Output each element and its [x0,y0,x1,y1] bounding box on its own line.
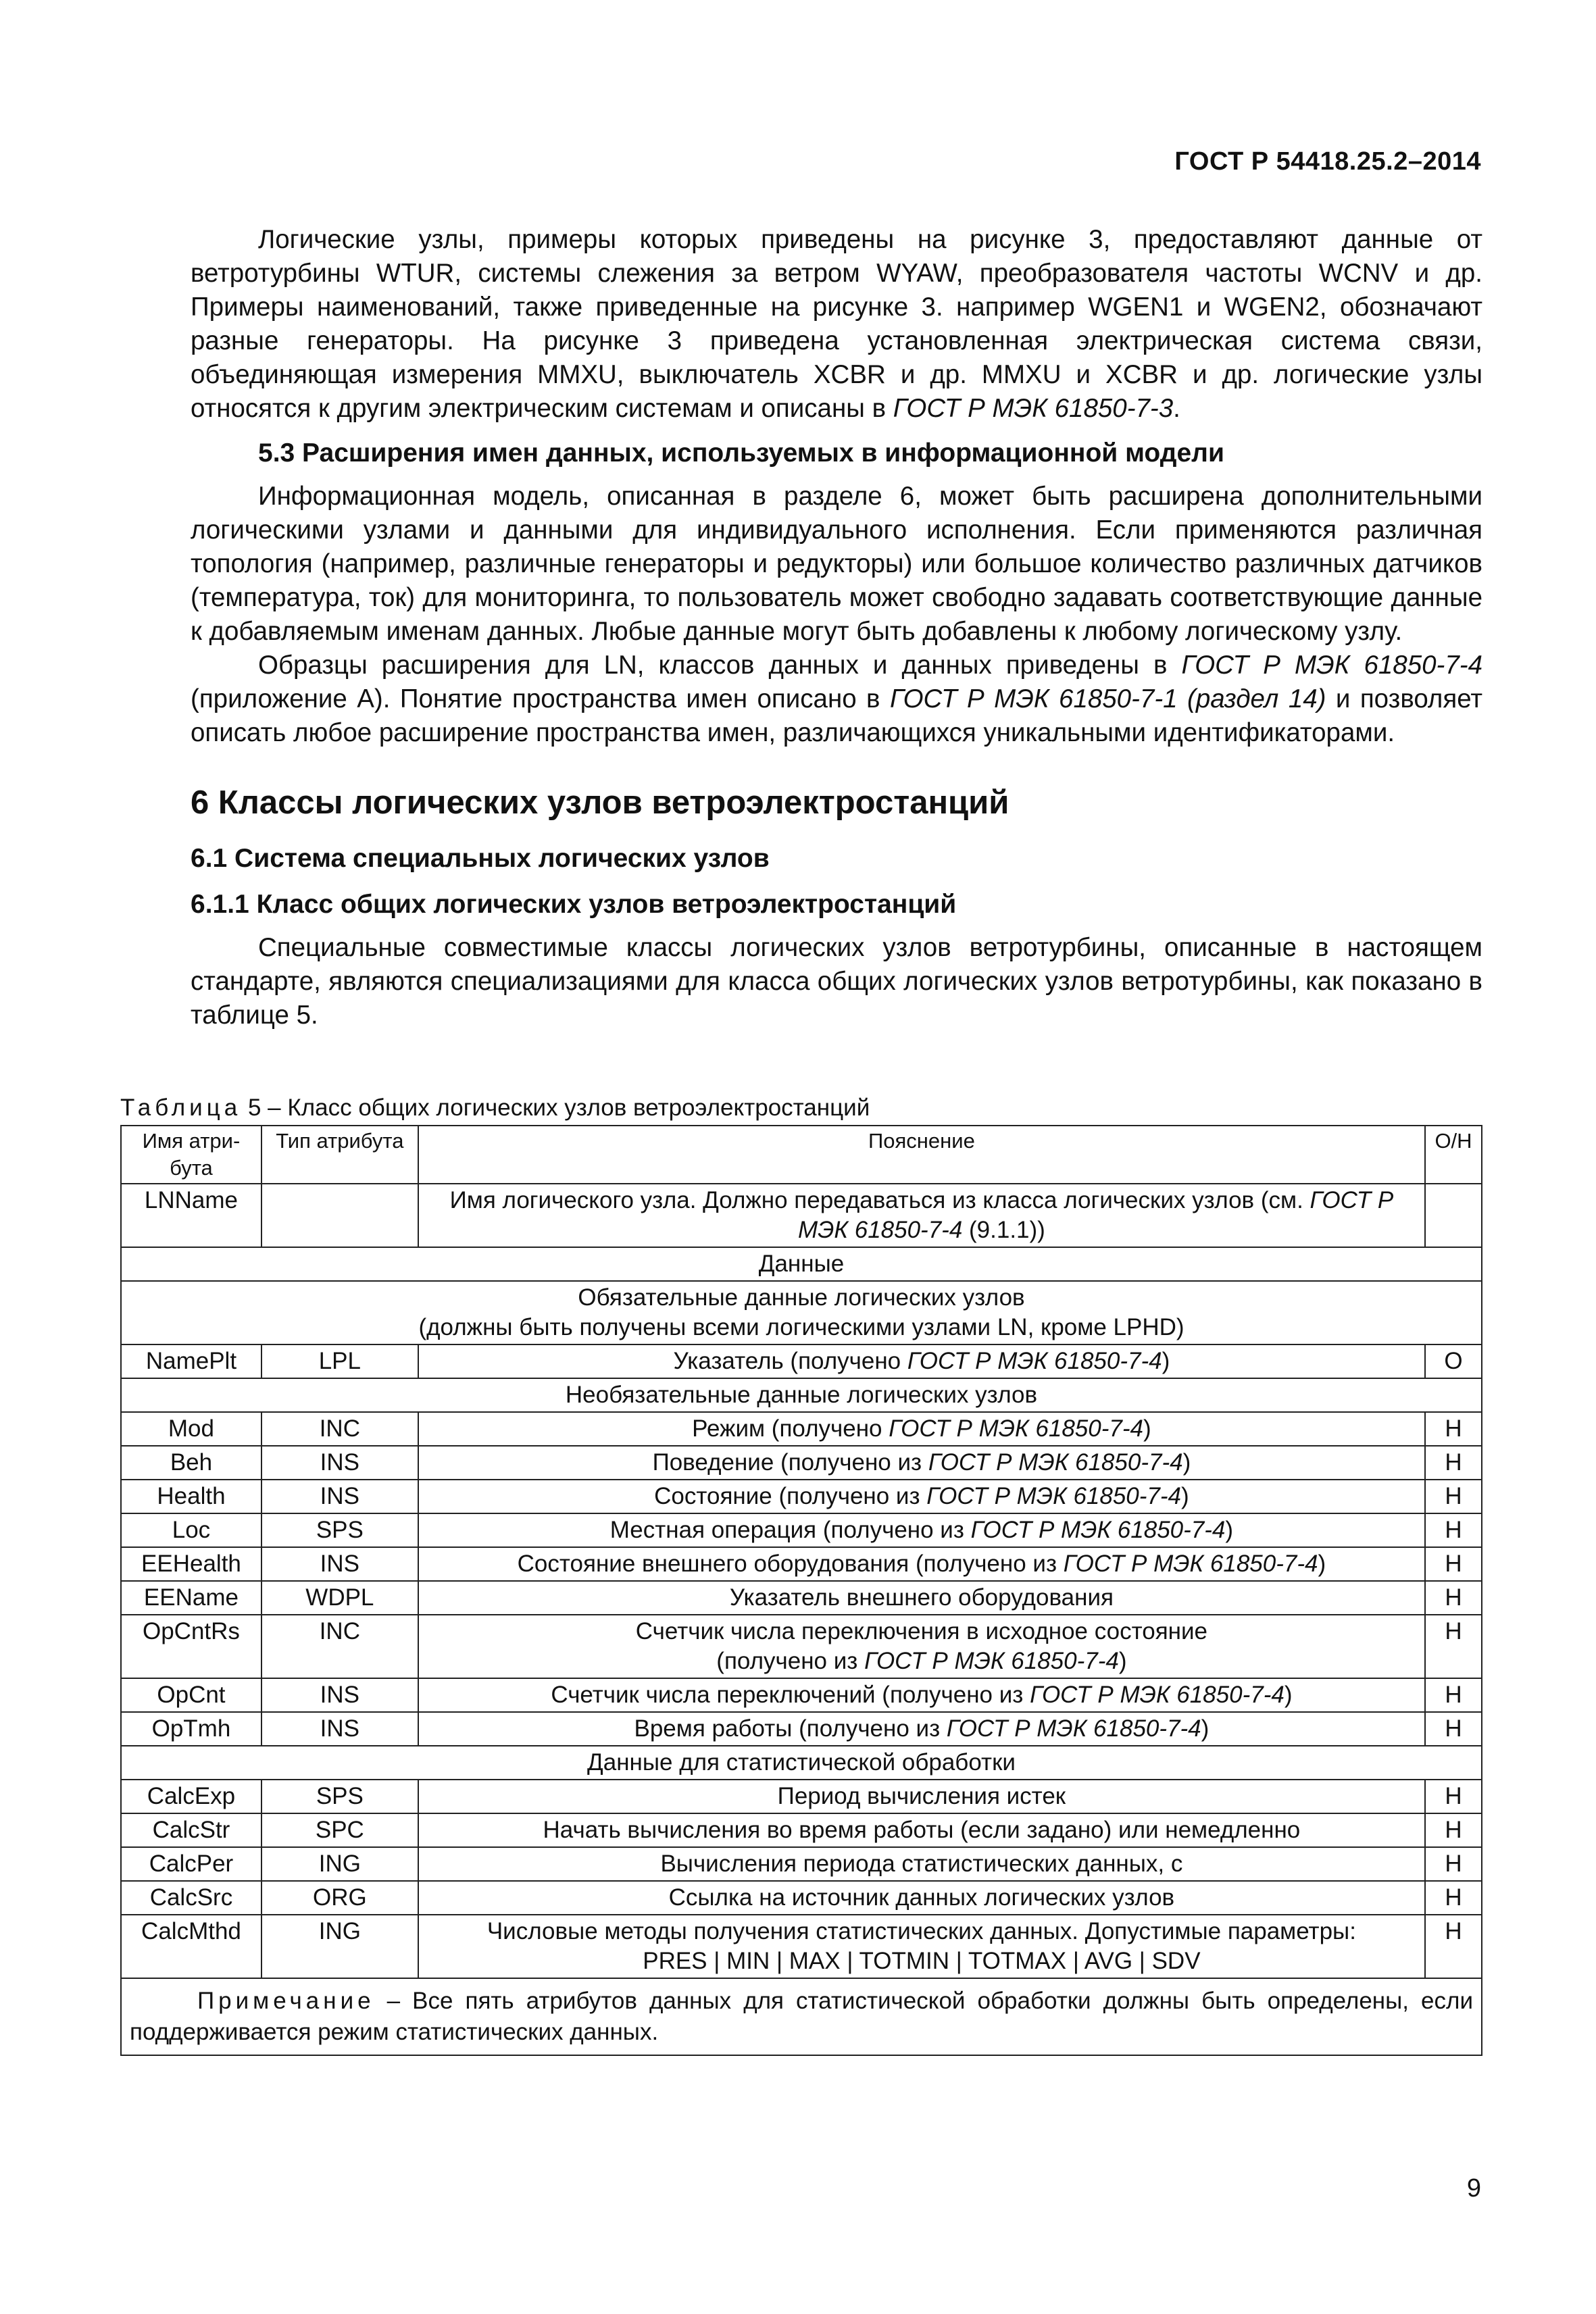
table-row: EEName WDPL Указатель внешнего оборудования Н [121,1581,1482,1615]
paragraph-info-model: Информационная модель, описанная в разделе 6, может быть расширена дополнительными логическими узлами и данными для индивидуального исполнения. Если применяются различная топология (например, различные генераторы и редукторы) или большое количество различных датчиков (температура, ток) для мониторинга, то пользователь может свободно задавать соответствующие данные к добавляемым именам данных. Любые данные могут быть добавлены к любому логическому узлу. [191,482,1482,646]
table-row: Mod INC Режим (получено ГОСТ Р МЭК 61850-7-4) Н [121,1412,1482,1446]
document-header: ГОСТ Р 54418.25.2–2014 [1174,147,1481,176]
table-caption: Таблица 5 – Класс общих логических узлов ветроэлектростанций [120,1095,870,1121]
paragraph-logical-nodes: Логические узлы, примеры которых приведены на рисунке 3, предоставляют данные от ветротурбины WTUR, системы слежения за ветром WYAW, преобразователя частоты WCNV и др. Примеры наименований, также приведенные на рисунке 3. например WGEN1 и WGEN2, обозначают разные генераторы. На рисунке 3 приведена установленная электрическая система связи, объединяющая измерения MMXU, выключатель XCBR и др. MMXU и XCBR и др. логические узлы относятся к другим электрическим системам и описаны в ГОСТ Р МЭК 61850-7-3. [191,225,1482,423]
section-6-title: 6 Классы логических узлов ветроэлектростанций [191,784,1009,821]
table-row: Beh INS Поведение (получено из ГОСТ Р МЭК 61850-7-4) Н [121,1446,1482,1480]
table-header-row [121,1126,1482,1184]
table-row: CalcStr SPC Начать вычисления во время работы (если задано) или немедленно Н [121,1813,1482,1847]
table-group-row: Необязательные данные логических узлов [121,1378,1482,1412]
paragraph-extension-samples: Образцы расширения для LN, классов данных и данных приведены в ГОСТ Р МЭК 61850-7-4 (приложение А). Понятие пространства имен описано в ГОСТ Р МЭК 61850-7-1 (раздел 14) и позволяет описать любое расширение пространства имен, различающихся уникальными идентификаторами. [191,651,1482,747]
table-row: CalcExp SPS Период вычисления истек Н [121,1780,1482,1813]
main-text [191,223,1482,1032]
ref-gost-7-1: ГОСТ Р МЭК 61850-7-1 (раздел 14) [889,684,1326,713]
section-6-1-title: 6.1 Система специальных логических узлов [191,844,770,873]
table-row: Health INS Состояние (получено из ГОСТ Р МЭК 61850-7-4) Н [121,1480,1482,1513]
header-explanation: Пояснение [418,1126,1425,1184]
table-group-row: Обязательные данные логических узлов (должны быть получены всеми логическими узлами LN, кроме LPHD) [121,1281,1482,1344]
header-attr-name: Имя атри-бута [121,1126,261,1184]
section-5-3-title: 5.3 Расширения имен данных, используемых в информационной модели [258,438,1224,468]
table-row: EEHealth INS Состояние внешнего оборудования (получено из ГОСТ Р МЭК 61850-7-4) Н [121,1547,1482,1581]
paragraph-special-classes: Специальные совместимые классы логических узлов ветротурбины, описанные в настоящем стандарте, являются специализациями для класса общих логических узлов ветротурбины, как показано в таблице 5. [191,933,1482,1030]
table-group-row: Данные [121,1247,1482,1281]
table-row: OpCntRs INC Счетчик числа переключения в исходное состояние (получено из ГОСТ Р МЭК 61850-7-4) Н [121,1615,1482,1678]
page-number: 9 [1466,2174,1481,2203]
header-mo: О/Н [1425,1126,1482,1184]
ref-gost-7-3: ГОСТ Р МЭК 61850-7-3 [893,394,1174,423]
table-row: CalcSrc ORG Ссылка на источник данных логических узлов Н [121,1881,1482,1915]
header-attr-type: Тип атрибута [261,1126,418,1184]
table-row: CalcMthd ING Числовые методы получения статистических данных. Допустимые параметры: PRES | MIN | MAX | TOTMIN | TOTMAX | AVG | SDV Н [121,1915,1482,1978]
table-row: OpCnt INS Счетчик числа переключений (получено из ГОСТ Р МЭК 61850-7-4) Н [121,1678,1482,1712]
table-row: OpTmh INS Время работы (получено из ГОСТ Р МЭК 61850-7-4) Н [121,1712,1482,1746]
table-note-row: Примечание – Все пять атрибутов данных для статистической обработки должны быть определены, если поддерживается режим статистических данных. [121,1978,1482,2055]
table-5 [120,1125,1482,2056]
table-row: Loc SPS Местная операция (получено из ГОСТ Р МЭК 61850-7-4) Н [121,1513,1482,1547]
section-6-1-1-title: 6.1.1 Класс общих логических узлов ветроэлектростанций [191,890,957,919]
ref-gost-7-4: ГОСТ Р МЭК 61850-7-4 [1181,651,1482,680]
table-row: CalcPer ING Вычисления периода статистических данных, с Н [121,1847,1482,1881]
table-row: LNName Имя логического узла. Должно передаваться из класса логических узлов (см. ГОСТ Р МЭК 61850-7-4 (9.1.1)) [121,1184,1482,1247]
table-row: NamePlt LPL Указатель (получено ГОСТ Р МЭК 61850-7-4) О [121,1344,1482,1378]
table-group-row: Данные для статистической обработки [121,1746,1482,1780]
